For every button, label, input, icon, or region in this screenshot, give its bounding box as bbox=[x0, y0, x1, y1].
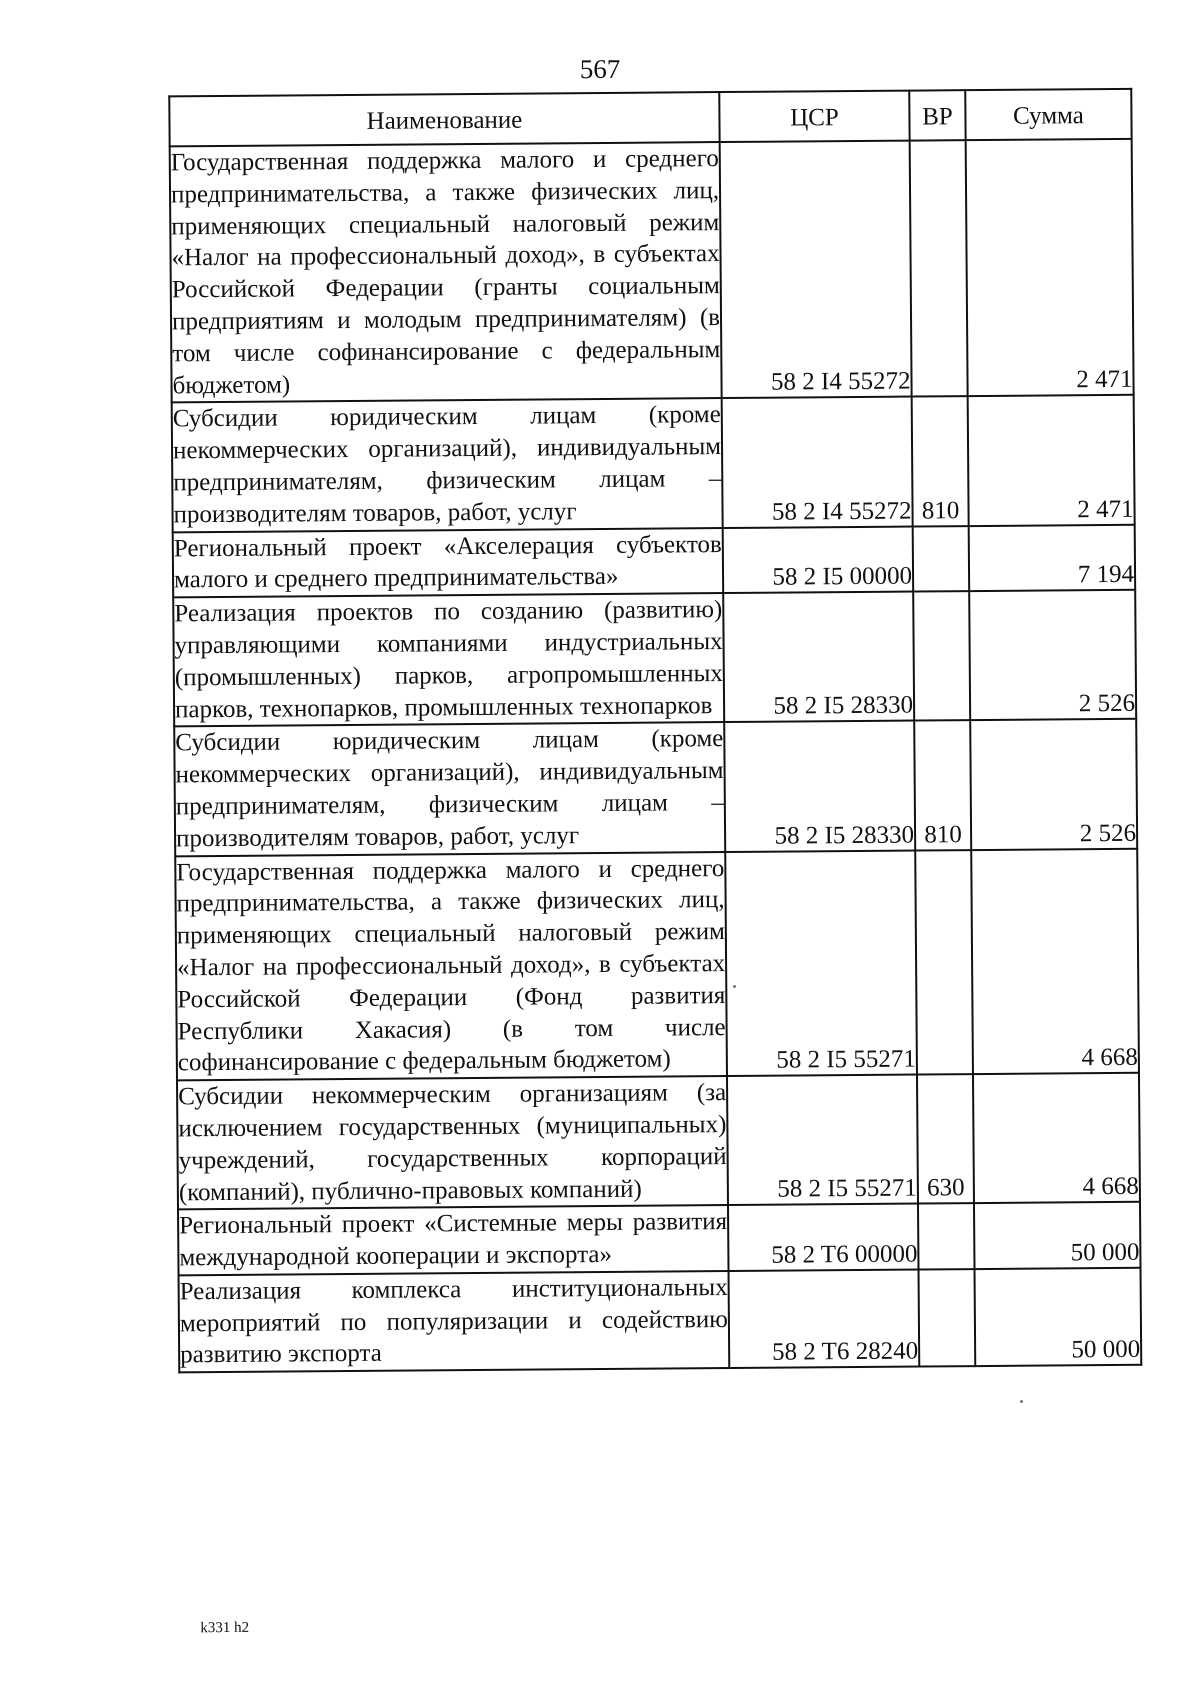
row-csr: 58 2 I5 55271 bbox=[727, 1075, 918, 1206]
scan-speck bbox=[733, 985, 736, 988]
row-vr bbox=[918, 1203, 975, 1269]
table-row bbox=[172, 395, 1135, 532]
row-sum: 4 668 bbox=[971, 848, 1139, 1074]
row-name: Государственная поддержка малого и среднего предпринимательства, а также физических лиц, применяющих специальный налоговый режим «Налог на профессиональный доход», в субъектах Российской Федерации (Фонд развития Республики Хакасия) (в том числе софинансирование с федеральным бюджетом) bbox=[175, 852, 727, 1081]
row-name: Субсидии юридическим лицам (кроме некоммерческих организаций), индивидуальным предпринимателям, физическим лицам – производителям товаров, работ, услуг bbox=[172, 398, 723, 532]
table-row bbox=[175, 848, 1139, 1080]
row-vr bbox=[913, 591, 970, 721]
header-csr: ЦСР bbox=[719, 91, 909, 142]
footer-code: k331 h2 bbox=[200, 1619, 250, 1637]
row-sum: 4 668 bbox=[973, 1073, 1140, 1203]
header-name: Наименование bbox=[169, 92, 719, 146]
scan-speck bbox=[1020, 1400, 1023, 1403]
row-csr: 58 2 T6 00000 bbox=[728, 1204, 919, 1271]
row-csr: 58 2 I5 28330 bbox=[723, 592, 914, 723]
row-vr: 630 bbox=[917, 1074, 974, 1204]
row-name: Реализация комплекса институциональных мероприятий по популяризации и содействию развитию экспорта bbox=[179, 1271, 730, 1373]
header-sum: Сумма bbox=[965, 89, 1131, 140]
row-name: Региональный проект «Акселерация субъектов малого и среднего предпринимательства» bbox=[173, 528, 723, 598]
row-vr bbox=[919, 1269, 976, 1367]
row-name: Реализация проектов по созданию (развитию) управляющими компаниями индустриальных (промышленных) парков, агропромышленных парков, технопарков, промышленных технопарков bbox=[173, 593, 724, 727]
row-sum: 50 000 bbox=[975, 1268, 1142, 1367]
row-name: Региональный проект «Системные меры развития международной кооперации и экспорта» bbox=[178, 1205, 728, 1275]
row-csr: 58 2 I5 00000 bbox=[723, 526, 914, 593]
row-vr: 810 bbox=[914, 720, 971, 850]
row-csr: 58 2 T6 28240 bbox=[729, 1269, 920, 1368]
header-vr: ВР bbox=[909, 90, 965, 140]
row-name: Государственная поддержка малого и среднего предпринимательства, а также физических лиц, применяющих специальный налоговый режим «Налог на профессиональный доход», в субъектах Российской Федерации (гранты социальным предприятиям и молодым предпринимателям) (в том числе софинансирование с федеральным бюджетом) bbox=[170, 142, 722, 403]
row-csr: 58 2 I4 55272 bbox=[722, 397, 913, 528]
row-vr bbox=[913, 526, 970, 592]
table-row bbox=[173, 524, 1135, 597]
row-name: Субсидии некоммерческим организациям (за исключением государственных (муниципальных) учреждений, государственных корпораций (компаний), публично-правовых компаний) bbox=[177, 1076, 728, 1210]
row-csr: 58 2 I5 55271 bbox=[725, 850, 917, 1076]
table-row bbox=[170, 139, 1134, 403]
table-row bbox=[177, 1073, 1140, 1210]
row-sum: 2 471 bbox=[968, 395, 1135, 525]
row-vr bbox=[910, 140, 968, 397]
row-sum: 50 000 bbox=[974, 1202, 1141, 1269]
row-sum: 2 526 bbox=[969, 590, 1136, 720]
table-row bbox=[178, 1202, 1140, 1275]
page-number: 567 bbox=[579, 53, 621, 85]
table-header-row bbox=[169, 89, 1131, 147]
budget-table bbox=[168, 88, 1142, 1374]
row-sum: 7 194 bbox=[969, 524, 1136, 591]
table-row bbox=[173, 590, 1136, 727]
row-csr: 58 2 I5 28330 bbox=[724, 721, 915, 852]
row-name: Субсидии юридическим лицам (кроме некоммерческих организаций), индивидуальным предпринимателям, физическим лицам – производителям товаров, работ, услуг bbox=[174, 722, 725, 856]
row-sum: 2 471 bbox=[966, 139, 1134, 397]
row-vr: 810 bbox=[912, 396, 969, 526]
row-sum: 2 526 bbox=[970, 719, 1137, 849]
table-row bbox=[179, 1268, 1142, 1373]
row-csr: 58 2 I4 55272 bbox=[720, 141, 912, 399]
row-vr bbox=[915, 850, 973, 1075]
table-row bbox=[174, 719, 1137, 856]
